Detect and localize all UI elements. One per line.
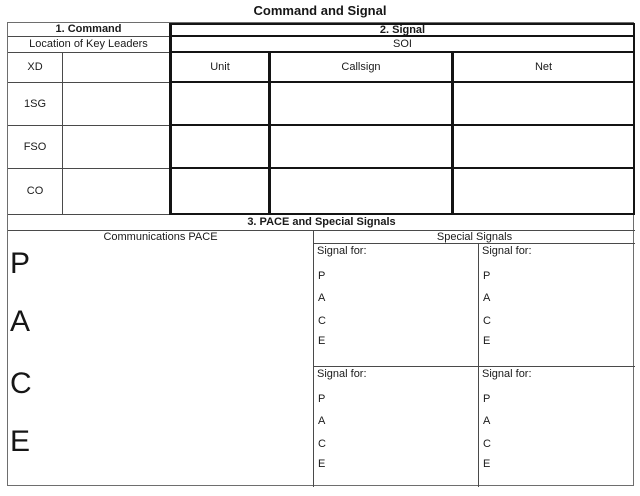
special-signal-quadrant-3[interactable] [314,367,479,487]
1sg-net-cell[interactable] [454,83,635,126]
signal-section-header: 2. Signal [169,23,635,37]
quad-letter-e: E [483,458,491,470]
1sg-callsign-cell[interactable] [271,83,454,126]
quad-letter-e: E [483,335,491,347]
special-signals-header: Special Signals [314,231,635,244]
signal-for-label: Signal for: [317,368,367,380]
pace-letter-contingency: C [10,367,32,400]
co-unit-cell[interactable] [169,169,271,215]
quad-letter-a: A [483,415,491,427]
row-label-co: CO [8,169,63,215]
soi-label: SOI [169,37,635,53]
fso-net-cell[interactable] [454,126,635,169]
special-signal-quadrant-4[interactable] [479,367,635,487]
row-label-fso: FSO [8,126,63,169]
communications-pace-area[interactable] [8,231,314,487]
1sg-location-cell[interactable] [63,83,169,126]
fso-callsign-cell[interactable] [271,126,454,169]
column-header-unit: Unit [169,53,271,83]
row-label-xd: XD [8,53,63,83]
location-of-key-leaders-label: Location of Key Leaders [8,37,169,53]
quad-letter-p: P [483,393,491,405]
1sg-unit-cell[interactable] [169,83,271,126]
pace-letter-alternate: A [10,305,31,338]
quad-letter-a: A [318,292,326,304]
pace-letter-primary: P [10,247,31,280]
column-header-callsign: Callsign [271,53,454,83]
communications-pace-header: Communications PACE [103,231,218,243]
special-signal-quadrant-2[interactable] [479,244,635,367]
co-location-cell[interactable] [63,169,169,215]
quad-letter-c: C [318,315,326,327]
fso-location-cell[interactable] [63,126,169,169]
signal-for-label: Signal for: [317,245,367,257]
quad-letter-p: P [318,393,326,405]
pace-section-header: 3. PACE and Special Signals [8,215,635,231]
quad-letter-e: E [318,335,326,347]
page-title: Command and Signal [253,3,387,18]
quad-letter-c: C [483,438,491,450]
xd-location-cell[interactable] [63,53,169,83]
quad-letter-c: C [318,438,326,450]
special-signal-quadrant-1[interactable] [314,244,479,367]
fso-unit-cell[interactable] [169,126,271,169]
quad-letter-p: P [318,270,326,282]
command-signal-form [7,22,634,486]
column-header-net: Net [454,53,635,83]
signal-for-label: Signal for: [482,245,532,257]
quad-letter-p: P [483,270,491,282]
quad-letter-a: A [318,415,326,427]
pace-letter-emergency: E [10,425,31,458]
co-net-cell[interactable] [454,169,635,215]
command-section-header: 1. Command [8,23,169,37]
signal-for-label: Signal for: [482,368,532,380]
row-label-1sg: 1SG [8,83,63,126]
special-signals-area [314,231,635,487]
quad-letter-c: C [483,315,491,327]
quad-letter-a: A [483,292,491,304]
quad-letter-e: E [318,458,326,470]
co-callsign-cell[interactable] [271,169,454,215]
